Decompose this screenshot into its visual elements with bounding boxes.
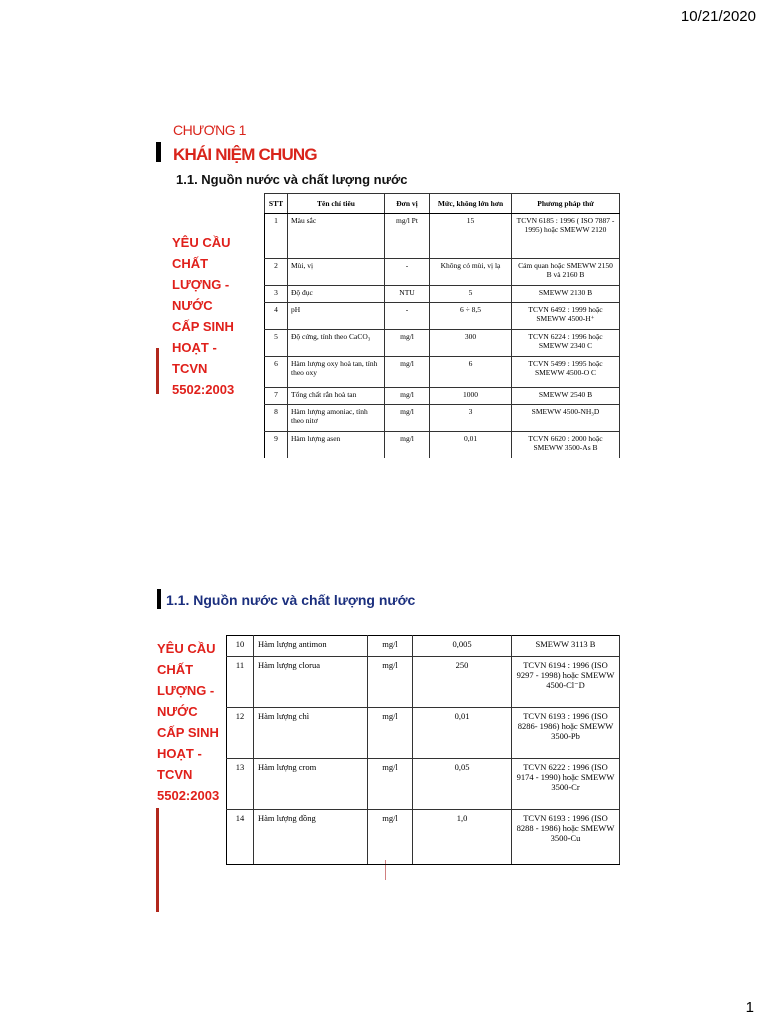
cell-name: Độ đục: [288, 286, 385, 303]
cell-method: TCVN 6194 : 1996 (ISO 9297 - 1998) hoặc SMEWW 4500-Cl⁻D: [512, 657, 620, 708]
side-label-line: 5502:2003: [157, 788, 220, 803]
cell-name: Màu sắc: [288, 214, 385, 259]
cell-unit: mg/l: [368, 657, 413, 708]
table-row: [265, 214, 620, 259]
cell-limit: Không có mùi, vị lạ: [430, 259, 512, 286]
side-label-line: CHẤT: [172, 256, 209, 271]
side-label-line: LƯỢNG -: [172, 277, 230, 292]
cell-limit: 0,01: [430, 432, 512, 459]
title-accent-bar: [157, 589, 161, 609]
cell-unit: mg/l: [368, 636, 413, 657]
table-row: [227, 759, 620, 810]
cell-unit: -: [385, 259, 430, 286]
slide-title: KHÁI NIỆM CHUNG: [173, 145, 317, 164]
side-label-line: TCVN: [157, 767, 193, 782]
cell-unit: mg/l: [368, 759, 413, 810]
cell-name: Hàm lượng clorua: [254, 657, 368, 708]
cell-stt: 9: [265, 432, 288, 459]
slide-subtitle: 1.1. Nguồn nước và chất lượng nước: [166, 592, 416, 608]
slide-2: [0, 580, 768, 920]
side-label-line: HOẠT -: [157, 746, 202, 761]
cell-stt: 2: [265, 259, 288, 286]
header-unit: Đơn vị: [385, 194, 430, 214]
cell-limit: 0,05: [413, 759, 512, 810]
cell-limit: 3: [430, 405, 512, 432]
table-row: [265, 286, 620, 303]
cell-unit: mg/l: [385, 405, 430, 432]
cell-unit: -: [385, 303, 430, 330]
side-label-line: YÊU CẦU: [172, 235, 231, 250]
side-accent-bar: [156, 348, 159, 394]
side-label-line: LƯỢNG -: [157, 683, 215, 698]
cell-method: TCVN 6222 : 1996 (ISO 9174 - 1990) hoặc SMEWW 3500-Cr: [512, 759, 620, 810]
cell-limit: 1000: [430, 388, 512, 405]
cell-name: Hàm lượng oxy hoà tan, tính theo oxy: [288, 357, 385, 388]
side-label-line: CHẤT: [157, 662, 194, 677]
cell-stt: 13: [227, 759, 254, 810]
cell-unit: mg/l: [368, 708, 413, 759]
table-row: [265, 357, 620, 388]
water-quality-table-2: [226, 635, 620, 865]
cell-method: SMEWW 4500-NH₃D: [512, 405, 620, 432]
side-label-line: NƯỚC: [157, 704, 198, 719]
cell-limit: 5: [430, 286, 512, 303]
cell-method: SMEWW 3113 B: [512, 636, 620, 657]
header-name: Tên chỉ tiêu: [288, 194, 385, 214]
side-label-line: 5502:2003: [172, 382, 235, 397]
cell-limit: 300: [430, 330, 512, 357]
cell-name: Hàm lượng amoniac, tính theo nitơ: [288, 405, 385, 432]
cell-limit: 1,0: [413, 810, 512, 865]
cell-unit: mg/l: [368, 810, 413, 865]
title-accent-bar: [156, 142, 161, 162]
table-row: [265, 388, 620, 405]
cell-limit: 6 ÷ 8,5: [430, 303, 512, 330]
side-label-line: CẤP SINH: [157, 725, 219, 740]
cell-limit: 15: [430, 214, 512, 259]
side-label-line: TCVN: [172, 361, 208, 376]
cell-unit: NTU: [385, 286, 430, 303]
cell-name: Mùi, vị: [288, 259, 385, 286]
cell-unit: mg/l: [385, 330, 430, 357]
side-label: [157, 638, 223, 806]
header-limit: Mức, không lớn hơn: [430, 194, 512, 214]
cell-stt: 8: [265, 405, 288, 432]
cell-name: pH: [288, 303, 385, 330]
cell-name: Hàm lượng antimon: [254, 636, 368, 657]
cell-stt: 6: [265, 357, 288, 388]
cell-stt: 3: [265, 286, 288, 303]
table-row: [265, 259, 620, 286]
cell-limit: 6: [430, 357, 512, 388]
cell-method: TCVN 6193 : 1996 (ISO 8286- 1986) hoặc SMEWW 3500-Pb: [512, 708, 620, 759]
cell-name: Tổng chất rắn hoà tan: [288, 388, 385, 405]
cell-method: Cảm quan hoặc SMEWW 2150 B và 2160 B: [512, 259, 620, 286]
cell-stt: 4: [265, 303, 288, 330]
slide-1: [0, 100, 768, 490]
table-row: [227, 708, 620, 759]
cell-stt: 5: [265, 330, 288, 357]
cell-name: Hàm lượng chì: [254, 708, 368, 759]
cell-method: TCVN 6224 : 1996 hoặc SMEWW 2340 C: [512, 330, 620, 357]
side-label-line: NƯỚC: [172, 298, 213, 313]
side-label-line: YÊU CẦU: [157, 641, 216, 656]
cell-stt: 12: [227, 708, 254, 759]
header-stt: STT: [265, 194, 288, 214]
cell-stt: 1: [265, 214, 288, 259]
cell-name: Độ cứng, tính theo CaCO₃: [288, 330, 385, 357]
cell-method: TCVN 6185 : 1996 ( ISO 7887 - 1995) hoặc SMEWW 2120: [512, 214, 620, 259]
cell-unit: mg/l Pt: [385, 214, 430, 259]
cell-method: TCVN 6492 : 1999 hoặc SMEWW 4500-H⁺: [512, 303, 620, 330]
table-row: [265, 303, 620, 330]
cell-stt: 11: [227, 657, 254, 708]
cell-unit: mg/l: [385, 388, 430, 405]
side-label-line: CẤP SINH: [172, 319, 234, 334]
cell-unit: mg/l: [385, 357, 430, 388]
cell-method: TCVN 6620 : 2000 hoặc SMEWW 3500-As B: [512, 432, 620, 459]
table-row: [265, 432, 620, 459]
cell-stt: 14: [227, 810, 254, 865]
cell-name: Hàm lượng đồng: [254, 810, 368, 865]
side-accent-bar: [156, 808, 159, 912]
slide-subtitle: 1.1. Nguồn nước và chất lượng nước: [176, 172, 408, 187]
cell-limit: 0,005: [413, 636, 512, 657]
table-row: [265, 405, 620, 432]
table-header-row: [265, 194, 620, 214]
water-quality-table-1: [264, 193, 620, 458]
chapter-label: CHƯƠNG 1: [173, 122, 246, 138]
cell-method: SMEWW 2540 B: [512, 388, 620, 405]
table-row: [227, 657, 620, 708]
side-label-line: HOẠT -: [172, 340, 217, 355]
cell-method: TCVN 6193 : 1996 (ISO 8288 - 1986) hoặc SMEWW 3500-Cu: [512, 810, 620, 865]
side-label: [172, 232, 242, 400]
date-stamp: 10/21/2020: [680, 8, 756, 25]
page-number: 1: [745, 999, 754, 1016]
cell-name: Hàm lượng crom: [254, 759, 368, 810]
table-row: [265, 330, 620, 357]
table-row: [227, 810, 620, 865]
table-row: [227, 636, 620, 657]
cell-method: TCVN 5499 : 1995 hoặc SMEWW 4500-O C: [512, 357, 620, 388]
cell-stt: 7: [265, 388, 288, 405]
cell-method: SMEWW 2130 B: [512, 286, 620, 303]
cell-stt: 10: [227, 636, 254, 657]
cell-unit: mg/l: [385, 432, 430, 459]
cell-limit: 0,01: [413, 708, 512, 759]
cell-limit: 250: [413, 657, 512, 708]
cell-name: Hàm lượng asen: [288, 432, 385, 459]
header-method: Phương pháp thử: [512, 194, 620, 214]
